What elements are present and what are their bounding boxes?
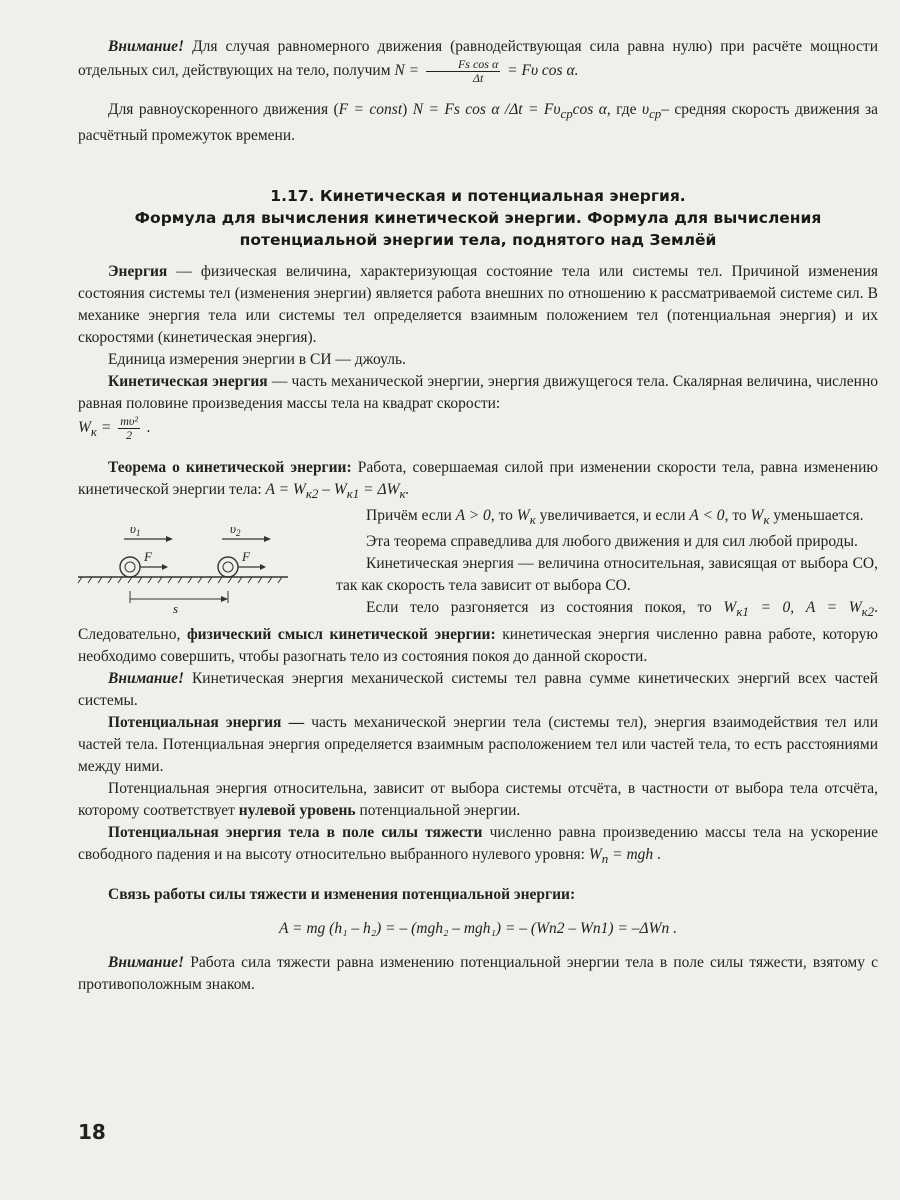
energy-unit: Единица измерения энергии в СИ — джоуль. — [108, 351, 406, 369]
attention-paragraph-2: Внимание! Кинетическая энергия механической системы тел равна сумме кинетических энергий всех частей системы. — [78, 669, 878, 709]
kinetic-formula: $W_к$ = $\frac{\text{mυ²}}{2}$ . — [78, 414, 151, 443]
work-formula: A = mg (h₁ – h₂) = – (mgh₂ – mgh₁) = – (Wп2 – Wп1) = –ΔWп . — [278, 919, 678, 937]
kinetic-definition: Кинетическая энергия — часть механической энергии, энергия движущегося тела. Скалярная величина, численно равная половине произведения массы тела на квадрат скорости: — [78, 373, 879, 413]
potential-definition: Потенциальная энергия — часть механической энергии тела (системы тел), энергия взаимодействия тел или частей тела. Потенциальная энергия определяется взаимным расположением тел или частей тела, то есть расстояниями между ними. — [78, 713, 879, 775]
cart-motion-figure — [78, 505, 298, 615]
theorem-paragraph: Теорема о кинетической энергии: Работа, совершаемая силой при изменении скорости тела, равна изменению кинетической энергии тела: $A = W_{к2} - W_{к1} = \Delta W_к$. — [78, 459, 878, 502]
work-link-heading: Связь работы силы тяжести и изменения потенциальной энергии: — [108, 885, 576, 903]
energy-term: Энергия — [108, 263, 168, 281]
kinetic-term: Кинетическая энергия — [108, 373, 268, 391]
section-heading — [78, 185, 878, 251]
power-formula: N = $\frac{\text{Fs cos α}}{\Delta t}$ = Fυ cos α. — [394, 57, 579, 85]
attention-paragraph-3: Внимание! Работа сила тяжести равна изменению потенциальной энергии тела в поле силы тяжести, взятому с противоположным знаком. — [78, 953, 878, 993]
relative-paragraph: Кинетическая энергия — величина относительная, зависящая от выбора СО, так как скорость тела зависит от выбора СО. — [336, 555, 878, 595]
section-heading-line-2: Формула для вычисления кинетической энергии. Формула для вычисления — [134, 209, 822, 228]
rest-paragraph: Если тело разгоняется из состояния покоя, то $W_{к1} = 0$, $A = W_{к2}$. Следовательно, физический смысл кинетической энергии: кинетическая энергия численно равна работе, которую необходимо совершить, чтобы разогнать тело из состояния покоя до данной скорости. — [78, 599, 879, 665]
accel-paragraph: Для равноускоренного движения (F = const) N = Fs cos α $/\Delta t = F\upsilon_{ср}\cos$ α, где $\upsilon_{ср}-$ средняя скорость движения за расчётный промежуток времени. — [78, 101, 878, 145]
label-force-2: F — [242, 549, 250, 565]
page-content — [78, 36, 878, 996]
theorem-term: Теорема о кинетической энергии: — [108, 459, 352, 477]
section-heading-line-1: 1.17. Кинетическая и потенциальная энергия. — [270, 187, 686, 206]
sign-paragraph: Причём если A > 0, то $W_к$ увеличивается, и если A < 0, то $W_к$ уменьшается. — [366, 507, 864, 528]
label-force-1: F — [144, 549, 152, 565]
energy-definition: Энергия — физическая величина, характеризующая состояние тела или системы тел. Причиной изменения состояния системы тел (изменения энергии) является работа внешних по отношению к рассматриваемой системе сил. В механике энергия тела или системы тел определяется взаимным положением тел (потенциальная энергия) и их скоростями (кинетическая энергия). — [78, 263, 878, 347]
label-v1: $\upsilon_1$ — [130, 521, 141, 539]
page-number: 18 — [78, 1120, 106, 1144]
physical-meaning-term: физический смысл кинетической энергии: — [186, 625, 496, 643]
wheel-1 — [120, 557, 140, 577]
attention-paragraph-1 — [78, 36, 878, 85]
figure-block — [78, 505, 878, 616]
attention-label: Внимание! — [108, 38, 185, 55]
validity-paragraph: Эта теорема справедлива для любого движения и для сил любой природы. — [366, 533, 858, 551]
gravity-potential-term: Потенциальная энергия тела в поле силы тяжести — [108, 823, 483, 841]
section-heading-line-3: потенциальной энергии тела, поднятого над Землёй — [239, 231, 717, 250]
wheel-2 — [218, 557, 238, 577]
potential-term: Потенциальная энергия — — [108, 713, 305, 731]
label-v2: $\upsilon_2$ — [230, 521, 241, 539]
potential-relative: Потенциальная энергия относительна, зависит от выбора системы отсчёта, в частности от выбора тела отсчёта, которому соответствует нулевой уровень потенциальной энергии. — [78, 779, 878, 819]
zero-level-term: нулевой уровень — [238, 801, 356, 819]
gravity-potential: Потенциальная энергия тела в поле силы тяжести численно равна произведению массы тела на ускорение свободного падения и на высоту относительно выбранного нулевого уровня: $W_п$ = mgh . — [78, 823, 878, 866]
label-displacement: s — [173, 601, 179, 616]
figure-side-text — [336, 505, 878, 597]
attention-text-1: Для случая равномерного движения (равнодействующая сила равна нулю) при расчёте мощности отдельных сил, действующих на тело, получим — [78, 38, 878, 80]
